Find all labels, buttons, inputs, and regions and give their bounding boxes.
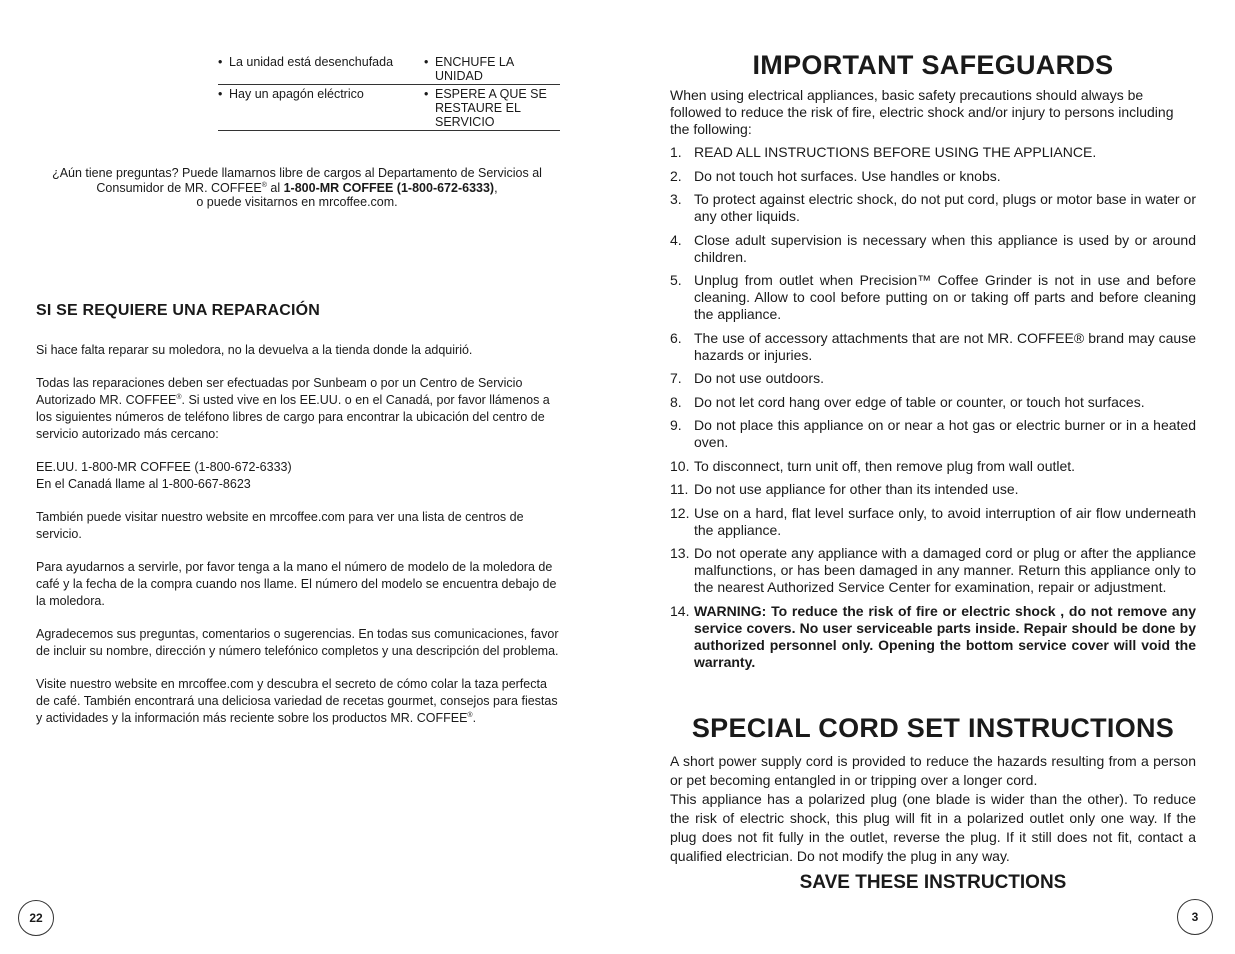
item-number: 5. <box>670 272 682 288</box>
safeguard-item <box>670 417 1196 451</box>
item-text: Do not let cord hang over edge of table or counter, or touch hot surfaces. <box>694 393 1145 410</box>
questions-line-3: o puede visitarnos en mrcoffee.com. <box>196 195 398 209</box>
item-number: 3. <box>670 191 682 207</box>
safeguard-item <box>670 545 1196 596</box>
safeguard-item <box>670 232 1196 266</box>
item-number: 11. <box>670 481 689 497</box>
registered-mark: ® <box>261 181 267 189</box>
questions-line-2 <box>32 181 562 196</box>
safeguards-title: IMPORTANT SAFEGUARDS <box>752 50 1114 80</box>
safeguard-item <box>670 168 1196 185</box>
problem-cell <box>218 55 424 83</box>
table-row <box>218 53 560 85</box>
item-number: 10. <box>670 457 690 474</box>
item-text: WARNING: To reduce the risk of fire or electric shock , do not remove any service covers. No user serviceable parts inside. Repair should be done by authorized personnel only. Opening the bottom service cover will void the warranty. <box>694 602 1196 670</box>
service-phones <box>36 459 560 493</box>
paragraph-text: . <box>472 711 477 725</box>
service-paragraph: También puede visitar nuestro website en mrcoffee.com para ver una lista de centros de servicio. <box>36 510 524 541</box>
bullet-icon: • <box>424 87 429 101</box>
item-number: 9. <box>670 417 682 433</box>
registered-mark: ® <box>176 393 182 401</box>
item-number: 12. <box>670 504 690 521</box>
service-body <box>36 342 560 743</box>
item-text: To disconnect, turn unit off, then remove plug from wall outlet. <box>694 457 1076 474</box>
safeguards-list <box>670 144 1196 677</box>
problem-text: La unidad está desenchufada <box>229 55 394 69</box>
paragraph-text: Visite nuestro website en mrcoffee.com y descubra el secreto de cómo colar la taza perfecta de café. También encontrará una deliciosa variedad de recetas gourmet, consejos para fiestas y actividades y la información más reciente sobre los productos MR. COFFEE <box>36 677 558 725</box>
item-text: Use on a hard, flat level surface only, to avoid interruption of air flow underneath the appliance. <box>694 504 1196 538</box>
phone-usa: EE.UU. 1-800-MR COFFEE (1-800-672-6333) <box>36 460 292 474</box>
problem-text: Hay un apagón eléctrico <box>229 87 364 101</box>
item-text: Do not use outdoors. <box>694 370 824 386</box>
service-paragraph <box>36 676 560 727</box>
safeguards-intro: When using electrical appliances, basic safety precautions should always be followed to reduce the risk of fire, electric shock and/or injury to persons including the following: <box>670 87 1174 137</box>
item-number: 14. <box>670 602 690 619</box>
solution-cell <box>424 55 560 83</box>
paragraph-text: . Si usted vive en los EE.UU. o en el Canadá, por favor llámenos a los siguientes números de teléfono libres de cargo para encontrar la ubicación del centro de servicio autorizado más cercano: <box>36 393 550 441</box>
item-number: 1. <box>670 144 682 160</box>
safeguard-item <box>670 458 1196 475</box>
safeguard-item <box>670 370 1196 387</box>
item-number: 13. <box>670 545 690 561</box>
questions-line-1: ¿Aún tiene preguntas? Puede llamarnos libre de cargos al Departamento de Servicios al <box>52 166 542 180</box>
problem-cell <box>218 87 424 129</box>
cord-title: SPECIAL CORD SET INSTRUCTIONS <box>691 713 1175 743</box>
item-number: 8. <box>670 393 682 410</box>
solution-text: ESPERE A QUE SE RESTAURE EL SERVICIO <box>435 87 547 129</box>
contact-questions <box>32 166 562 210</box>
item-number: 4. <box>670 231 682 248</box>
cord-paragraph: This appliance has a polarized plug (one blade is wider than the other). To reduce the risk of electric shock, this plug will fit in a polarized outlet only one way. If the plug does not fit fully in the outlet, reverse the plug. If it still does not fit, contact a qualified electrician. Do not modify the plug in any way. <box>670 791 1196 864</box>
bullet-icon: • <box>218 87 223 101</box>
item-text: Close adult supervision is necessary when this appliance is used by or around children. <box>694 231 1196 265</box>
item-text: Do not place this appliance on or near a hot gas or electric burner or in a heated oven. <box>694 417 1196 450</box>
bullet-icon: • <box>424 55 429 69</box>
item-text: Do not operate any appliance with a damaged cord or plug or after the appliance malfunctions, or has been damaged in any manner. Return this appliance only to the nearest Authorized Service Center for examination, repair or adjustment. <box>694 545 1196 595</box>
phone-number: 1-800-MR COFFEE (1-800-672-6333) <box>283 180 495 195</box>
service-paragraph: Agradecemos sus preguntas, comentarios o sugerencias. En todas sus comunicaciones, favor de incluir su nombre, dirección y número telefónico completos y una descripción del problema. <box>36 627 559 658</box>
paragraph-text: Todas las reparaciones deben ser efectuadas por Sunbeam o por un Centro de Servicio Autorizado MR. COFFEE <box>36 376 523 407</box>
service-heading: SI SE REQUIERE UNA REPARACIÓN <box>36 302 321 319</box>
service-paragraph: Si hace falta reparar su moledora, no la devuelva a la tienda donde la adquirió. <box>36 343 473 357</box>
safeguard-item <box>670 272 1196 323</box>
page-number-badge: 3 <box>1177 899 1213 935</box>
save-instructions: SAVE THESE INSTRUCTIONS <box>799 872 1067 893</box>
page-number-badge: 22 <box>18 900 54 936</box>
right-page <box>618 0 1235 954</box>
item-number: 7. <box>670 370 682 386</box>
item-text: To protect against electric shock, do not put cord, plugs or motor base in water or any other liquids. <box>694 191 1196 224</box>
service-paragraph <box>36 375 560 443</box>
safeguard-item <box>670 505 1196 539</box>
item-number: 2. <box>670 167 682 184</box>
item-number: 6. <box>670 329 682 346</box>
service-paragraph: Para ayudarnos a servirle, por favor tenga a la mano el número de modelo de la moledora de café y la fecha de la compra cuando nos llame. El número del modelo se encuentra debajo de la moledora. <box>36 560 557 608</box>
phone-canada: En el Canadá llame al 1-800-667-8623 <box>36 477 251 491</box>
item-text: Do not touch hot surfaces. Use handles or knobs. <box>694 167 1001 184</box>
safeguard-item <box>670 191 1196 225</box>
item-text: Unplug from outlet when Precision™ Coffee Grinder is not in use and before cleaning. Allow to cool before putting on or taking off parts and before cleaning the appliance. <box>694 272 1196 322</box>
questions-text: al <box>266 180 284 195</box>
item-text: Do not use appliance for other than its intended use. <box>694 481 1019 497</box>
safeguard-item <box>670 394 1196 411</box>
item-text: The use of accessory attachments that are not MR. COFFEE® brand may cause hazards or injuries. <box>694 329 1196 363</box>
registered-mark: ® <box>467 711 473 719</box>
questions-text: , <box>494 180 498 195</box>
solution-text: ENCHUFE LA UNIDAD <box>435 55 514 83</box>
safeguard-item <box>670 144 1196 161</box>
cord-paragraph: A short power supply cord is provided to reduce the hazards resulting from a person or pet becoming entangled in or tripping over a longer cord. <box>670 753 1196 788</box>
safeguard-item <box>670 603 1196 671</box>
cord-instructions <box>670 752 1196 866</box>
table-row <box>218 85 560 131</box>
safeguard-item <box>670 330 1196 364</box>
bullet-icon: • <box>218 55 223 69</box>
solution-cell <box>424 87 560 129</box>
troubleshooting-table <box>218 53 560 131</box>
questions-text: Consumidor de MR. COFFEE <box>96 180 262 195</box>
safeguard-item <box>670 481 1196 498</box>
left-page <box>0 0 617 954</box>
item-text: READ ALL INSTRUCTIONS BEFORE USING THE APPLIANCE. <box>694 144 1097 160</box>
